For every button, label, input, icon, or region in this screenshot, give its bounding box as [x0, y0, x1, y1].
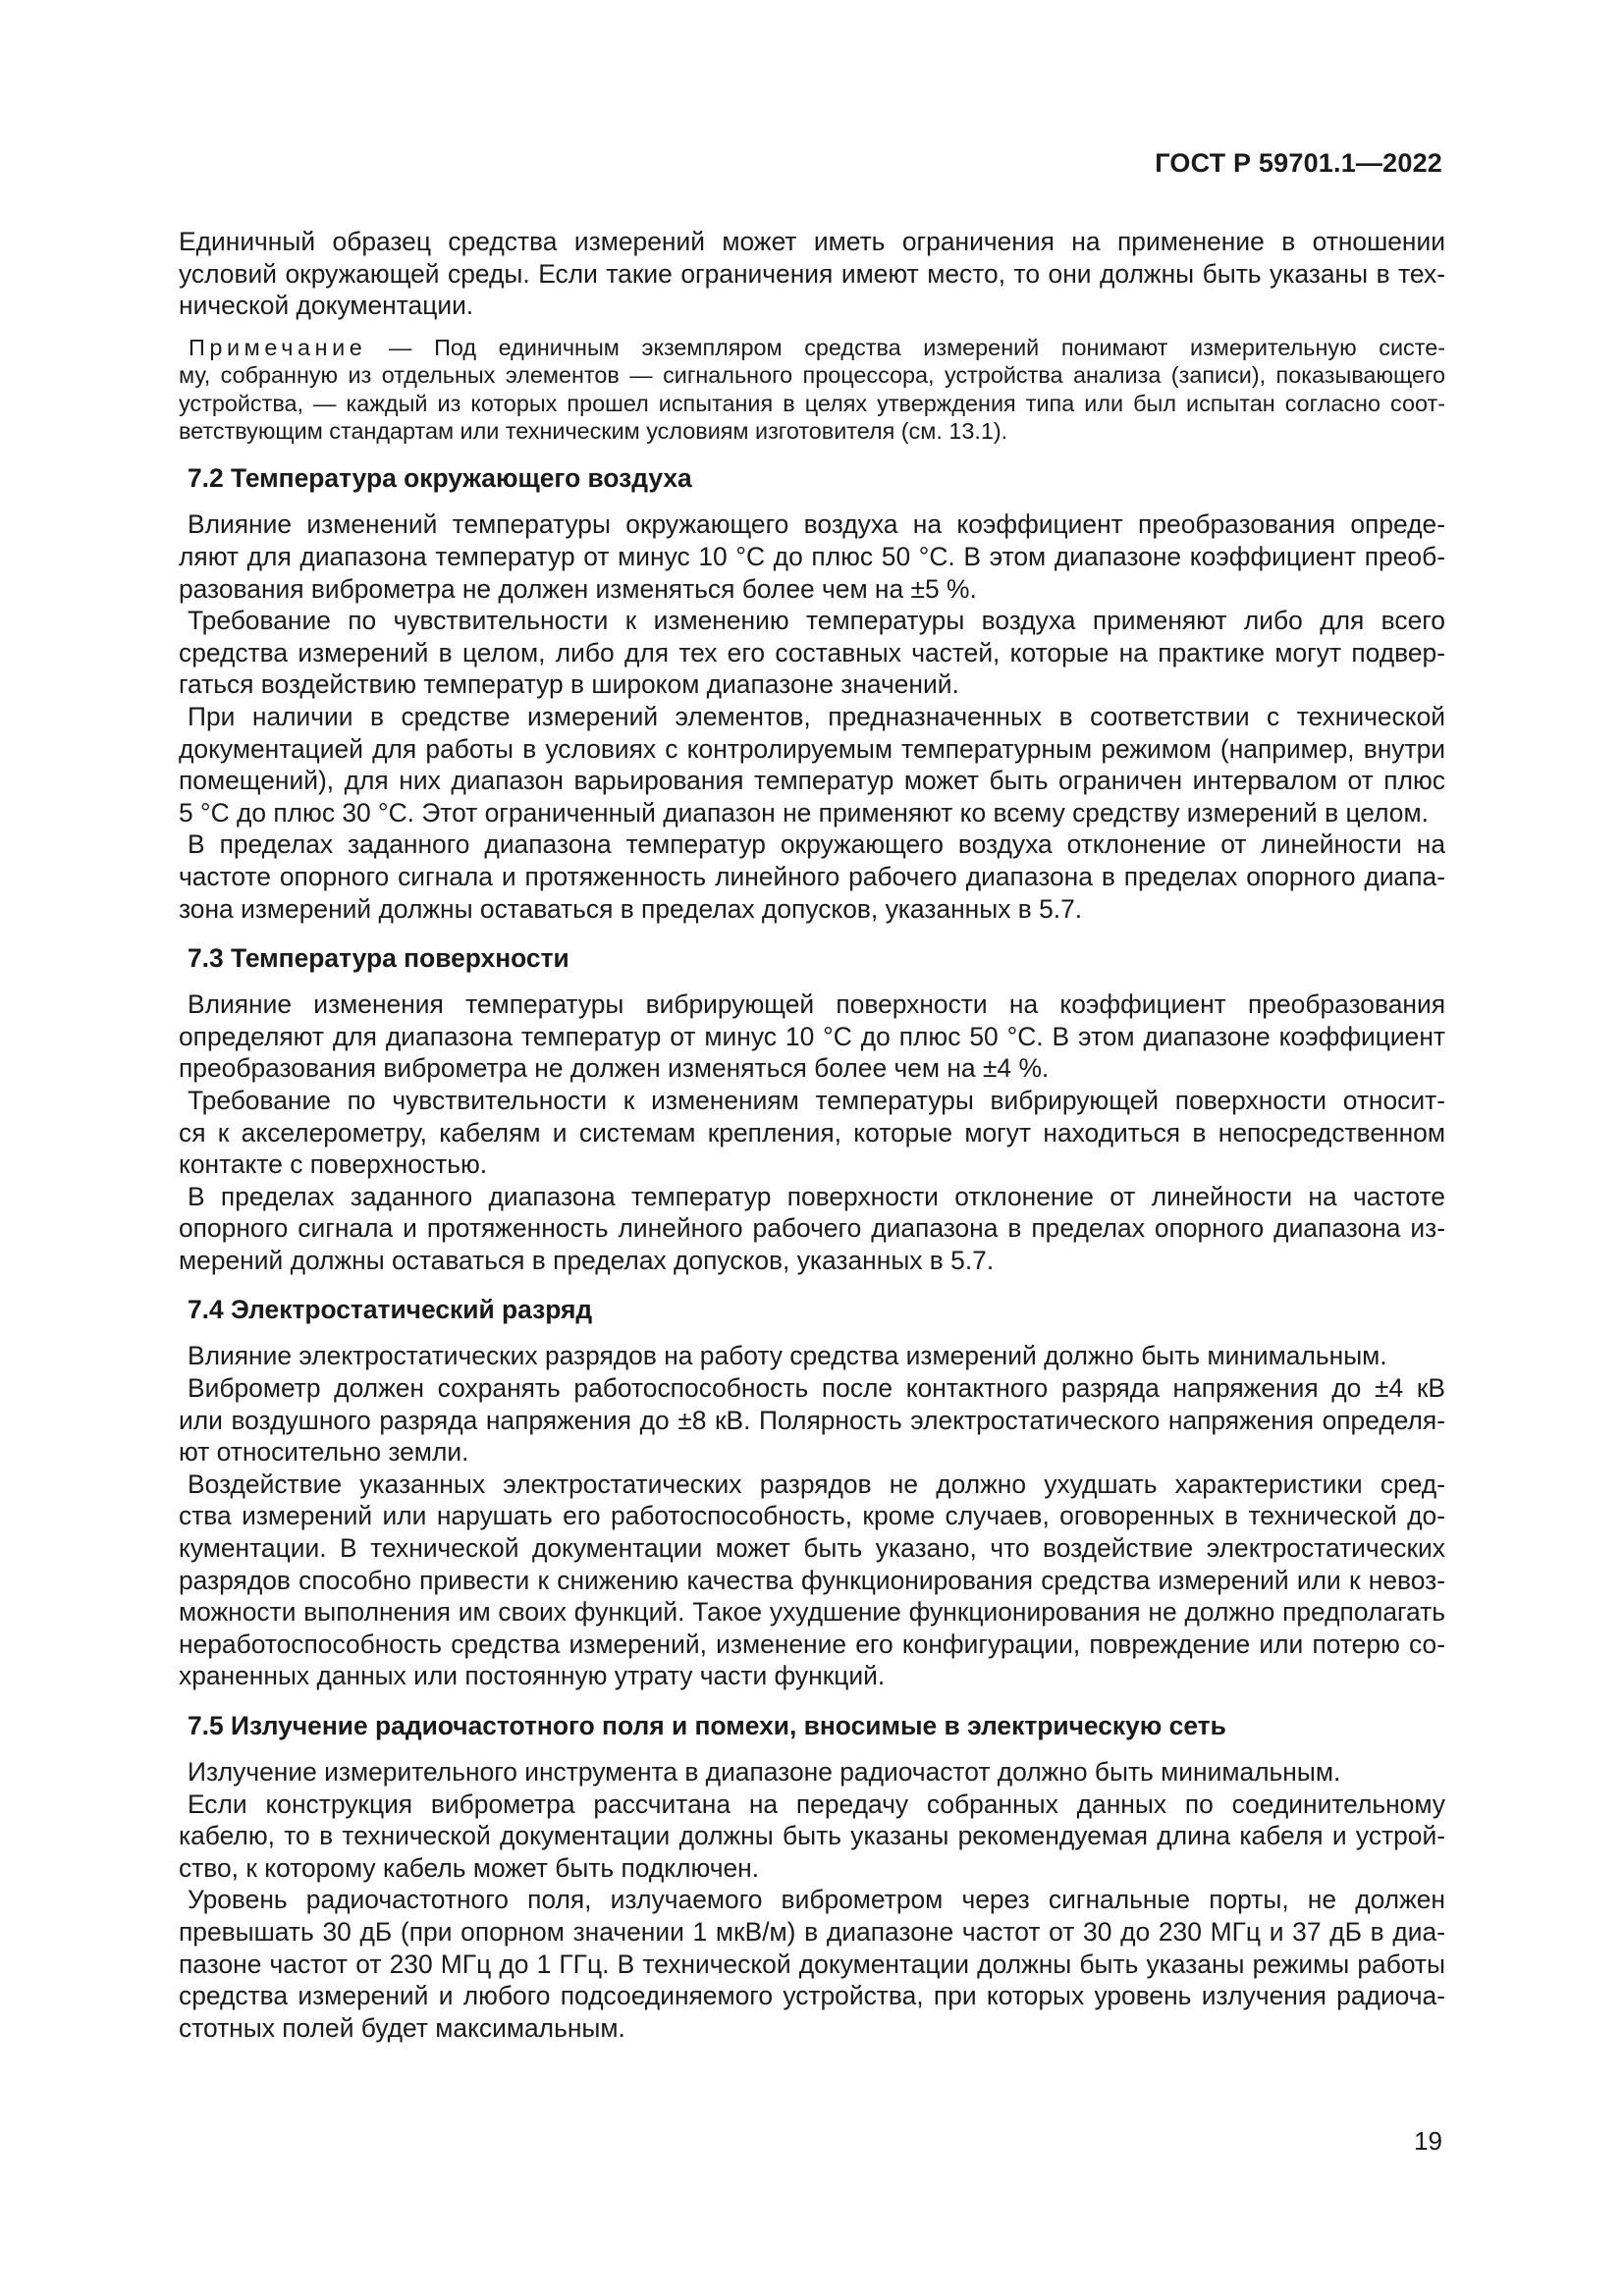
text-line: Влияние изменения температуры вибрирующей поверхности на коэффициент преобразования — [188, 989, 1445, 1020]
text-line: стотных полей будет максимальным. — [179, 2012, 625, 2043]
text-line: Требование по чувствительности к изменению температуры воздуха применяют либо для всего — [188, 606, 1445, 636]
text-line: средства измерений и любого подсоединяемого устройства, при которых уровень излучения радиоча- — [179, 1981, 1445, 2011]
note-label: Примечание — [189, 334, 367, 360]
paragraph — [179, 1181, 1445, 1277]
note-text: — Под единичным экземпляром средства измерений понимают измерительную систе- — [366, 334, 1445, 360]
page-content — [179, 226, 1445, 2044]
document-code-header: ГОСТ Р 59701.1—2022 — [1155, 148, 1442, 178]
paragraph — [179, 1884, 1445, 2044]
text-line: можности выполнения им своих функций. Такое ухудшение функционирования не должно предполагать — [179, 1597, 1445, 1628]
text-line: средства измерений в целом, либо для тех его составных частей, которые на практике могут подвер- — [179, 637, 1445, 667]
paragraph — [179, 508, 1445, 605]
text-line: ства измерений или нарушать его работоспособность, кроме случаев, оговоренных в технической до- — [179, 1501, 1445, 1531]
section-title: 7.4 Электростатический разряд — [188, 1295, 593, 1325]
text-line: кументации. В технической документации может быть указано, что воздействие электростатических — [179, 1533, 1445, 1564]
text-line: или воздушного разряда напряжения до ±8 кВ. Полярность электростатического напряжения определя- — [179, 1405, 1445, 1435]
note-block — [179, 334, 1445, 446]
text-line: Воздействие указанных электростатических разрядов не должно ухудшать характеристики сред- — [188, 1468, 1445, 1499]
text-line: Излучение измерительного инструмента в диапазоне радиочастот должно быть минимальным. — [188, 1757, 1341, 1787]
note-line: ветствующим стандартам или техническим условиям изготовителя (см. 13.1). — [179, 418, 1008, 444]
text-line: зона измерений должны оставаться в пределах допусков, указанных в 5.7. — [179, 893, 1083, 924]
text-line: нической документации. — [179, 291, 474, 321]
paragraph — [179, 988, 1445, 1085]
text-line: разования виброметра не должен изменяться более чем на ±5 %. — [179, 573, 977, 604]
paragraph — [179, 828, 1445, 925]
text-line: ют относительно земли. — [179, 1437, 469, 1468]
paragraph — [179, 1085, 1445, 1181]
section — [179, 462, 1445, 925]
text-line: разрядов способно привести к снижению качества функционирования средства измерений или к невоз- — [179, 1565, 1445, 1595]
text-line: условий окружающей среды. Если такие ограничения имеют место, то они должны быть указаны в тех- — [179, 258, 1445, 289]
text-line: кабелю, то в технической документации должны быть указаны рекомендуемая длина кабеля и устрой- — [179, 1821, 1445, 1851]
text-line: превышать 30 дБ (при опорном значении 1 мкВ/м) в диапазоне частот от 30 до 230 МГц и 37 дБ в диа- — [179, 1916, 1445, 1947]
text-line: неработоспособность средства измерений, изменение его конфигурации, повреждение или потерю со- — [179, 1629, 1445, 1659]
text-line: В пределах заданного диапазона температур поверхности отклонение от линейности на частоте — [188, 1181, 1445, 1211]
text-line: храненных данных или постоянную утрату части функций. — [179, 1661, 886, 1691]
section — [179, 1710, 1445, 2044]
paragraph — [179, 1340, 1445, 1372]
note-first-line — [179, 334, 1445, 361]
text-line: помещений), для них диапазон варьирования температур может быть ограничен интервалом от плюс — [179, 766, 1445, 796]
section-title: 7.3 Температура поверхности — [188, 943, 569, 974]
paragraph — [179, 701, 1445, 828]
text-line: Влияние электростатических разрядов на работу средства измерений должно быть минимальным. — [188, 1341, 1387, 1371]
paragraph — [179, 1756, 1445, 1789]
paragraph — [179, 1468, 1445, 1692]
paragraph — [179, 605, 1445, 701]
section — [179, 1294, 1445, 1692]
text-line: Если конструкция виброметра рассчитана на передачу собранных данных по соединительному — [188, 1789, 1445, 1819]
text-line: Виброметр должен сохранять работоспособность после контактного разряда напряжения до ±4 кВ — [188, 1373, 1445, 1404]
text-line: определяют для диапазона температур от минус 10 °С до плюс 50 °С. В этом диапазоне коэффициент — [179, 1021, 1445, 1051]
section-title: 7.2 Температура окружающего воздуха — [188, 463, 692, 494]
text-line: преобразования виброметра не должен изменяться более чем на ±4 %. — [179, 1053, 1050, 1084]
text-line: контакте с поверхностью. — [179, 1149, 488, 1180]
section-title: 7.5 Излучение радиочастотного поля и помехи, вносимые в электрическую сеть — [188, 1711, 1226, 1740]
text-line: документацией для работы в условиях с контролируемым температурным режимом (например, внутри — [179, 733, 1445, 764]
intro-paragraph — [179, 226, 1445, 322]
text-line: 5 °С до плюс 30 °С. Этот ограниченный диапазон не применяют ко всему средству измерений в целом. — [179, 797, 1429, 828]
text-line: Уровень радиочастотного поля, излучаемого виброметром через сигнальные порты, не должен — [188, 1885, 1445, 1915]
text-line: ся к акселерометру, кабелям и системам крепления, которые могут находиться в непосредственном — [179, 1117, 1445, 1148]
text-line: Единичный образец средства измерений может иметь ограничения на применение в отношении — [179, 227, 1445, 256]
note-line: му, собранную из отдельных элементов — сигнального процессора, устройства анализа (записи), показывающего — [179, 362, 1445, 389]
note-line: устройства, — каждый из которых прошел испытания в целях утверждения типа или был испытан согласно соот- — [179, 390, 1445, 416]
text-line: ство, к которому кабель может быть подключен. — [179, 1852, 760, 1883]
text-line: Влияние изменений температуры окружающего воздуха на коэффициент преобразования опреде- — [188, 509, 1445, 540]
text-line: пазоне частот от 230 МГц до 1 ГГц. В технической документации должны быть указаны режимы работы — [179, 1949, 1445, 1979]
text-line: При наличии в средстве измерений элементов, предназначенных в соответствии с технической — [188, 701, 1445, 731]
text-line: мерений должны оставаться в пределах допусков, указанных в 5.7. — [179, 1245, 995, 1275]
text-line: ляют для диапазона температур от минус 10 °С до плюс 50 °С. В этом диапазоне коэффициент преоб- — [179, 542, 1445, 571]
section — [179, 942, 1445, 1276]
page-number: 19 — [1414, 2126, 1442, 2156]
text-line: опорного сигнала и протяженность линейного рабочего диапазона в пределах опорного диапазона из- — [179, 1213, 1445, 1244]
text-line: частоте опорного сигнала и протяженность линейного рабочего диапазона в пределах опорного диапа- — [179, 861, 1445, 891]
text-line: В пределах заданного диапазона температур окружающего воздуха отклонение от линейности на — [188, 829, 1445, 860]
text-line: гаться воздействию температур в широком диапазоне значений. — [179, 669, 959, 700]
text-line: Требование по чувствительности к изменениям температуры вибрирующей поверхности относит- — [188, 1085, 1445, 1115]
paragraph — [179, 1789, 1445, 1885]
paragraph — [179, 1372, 1445, 1468]
